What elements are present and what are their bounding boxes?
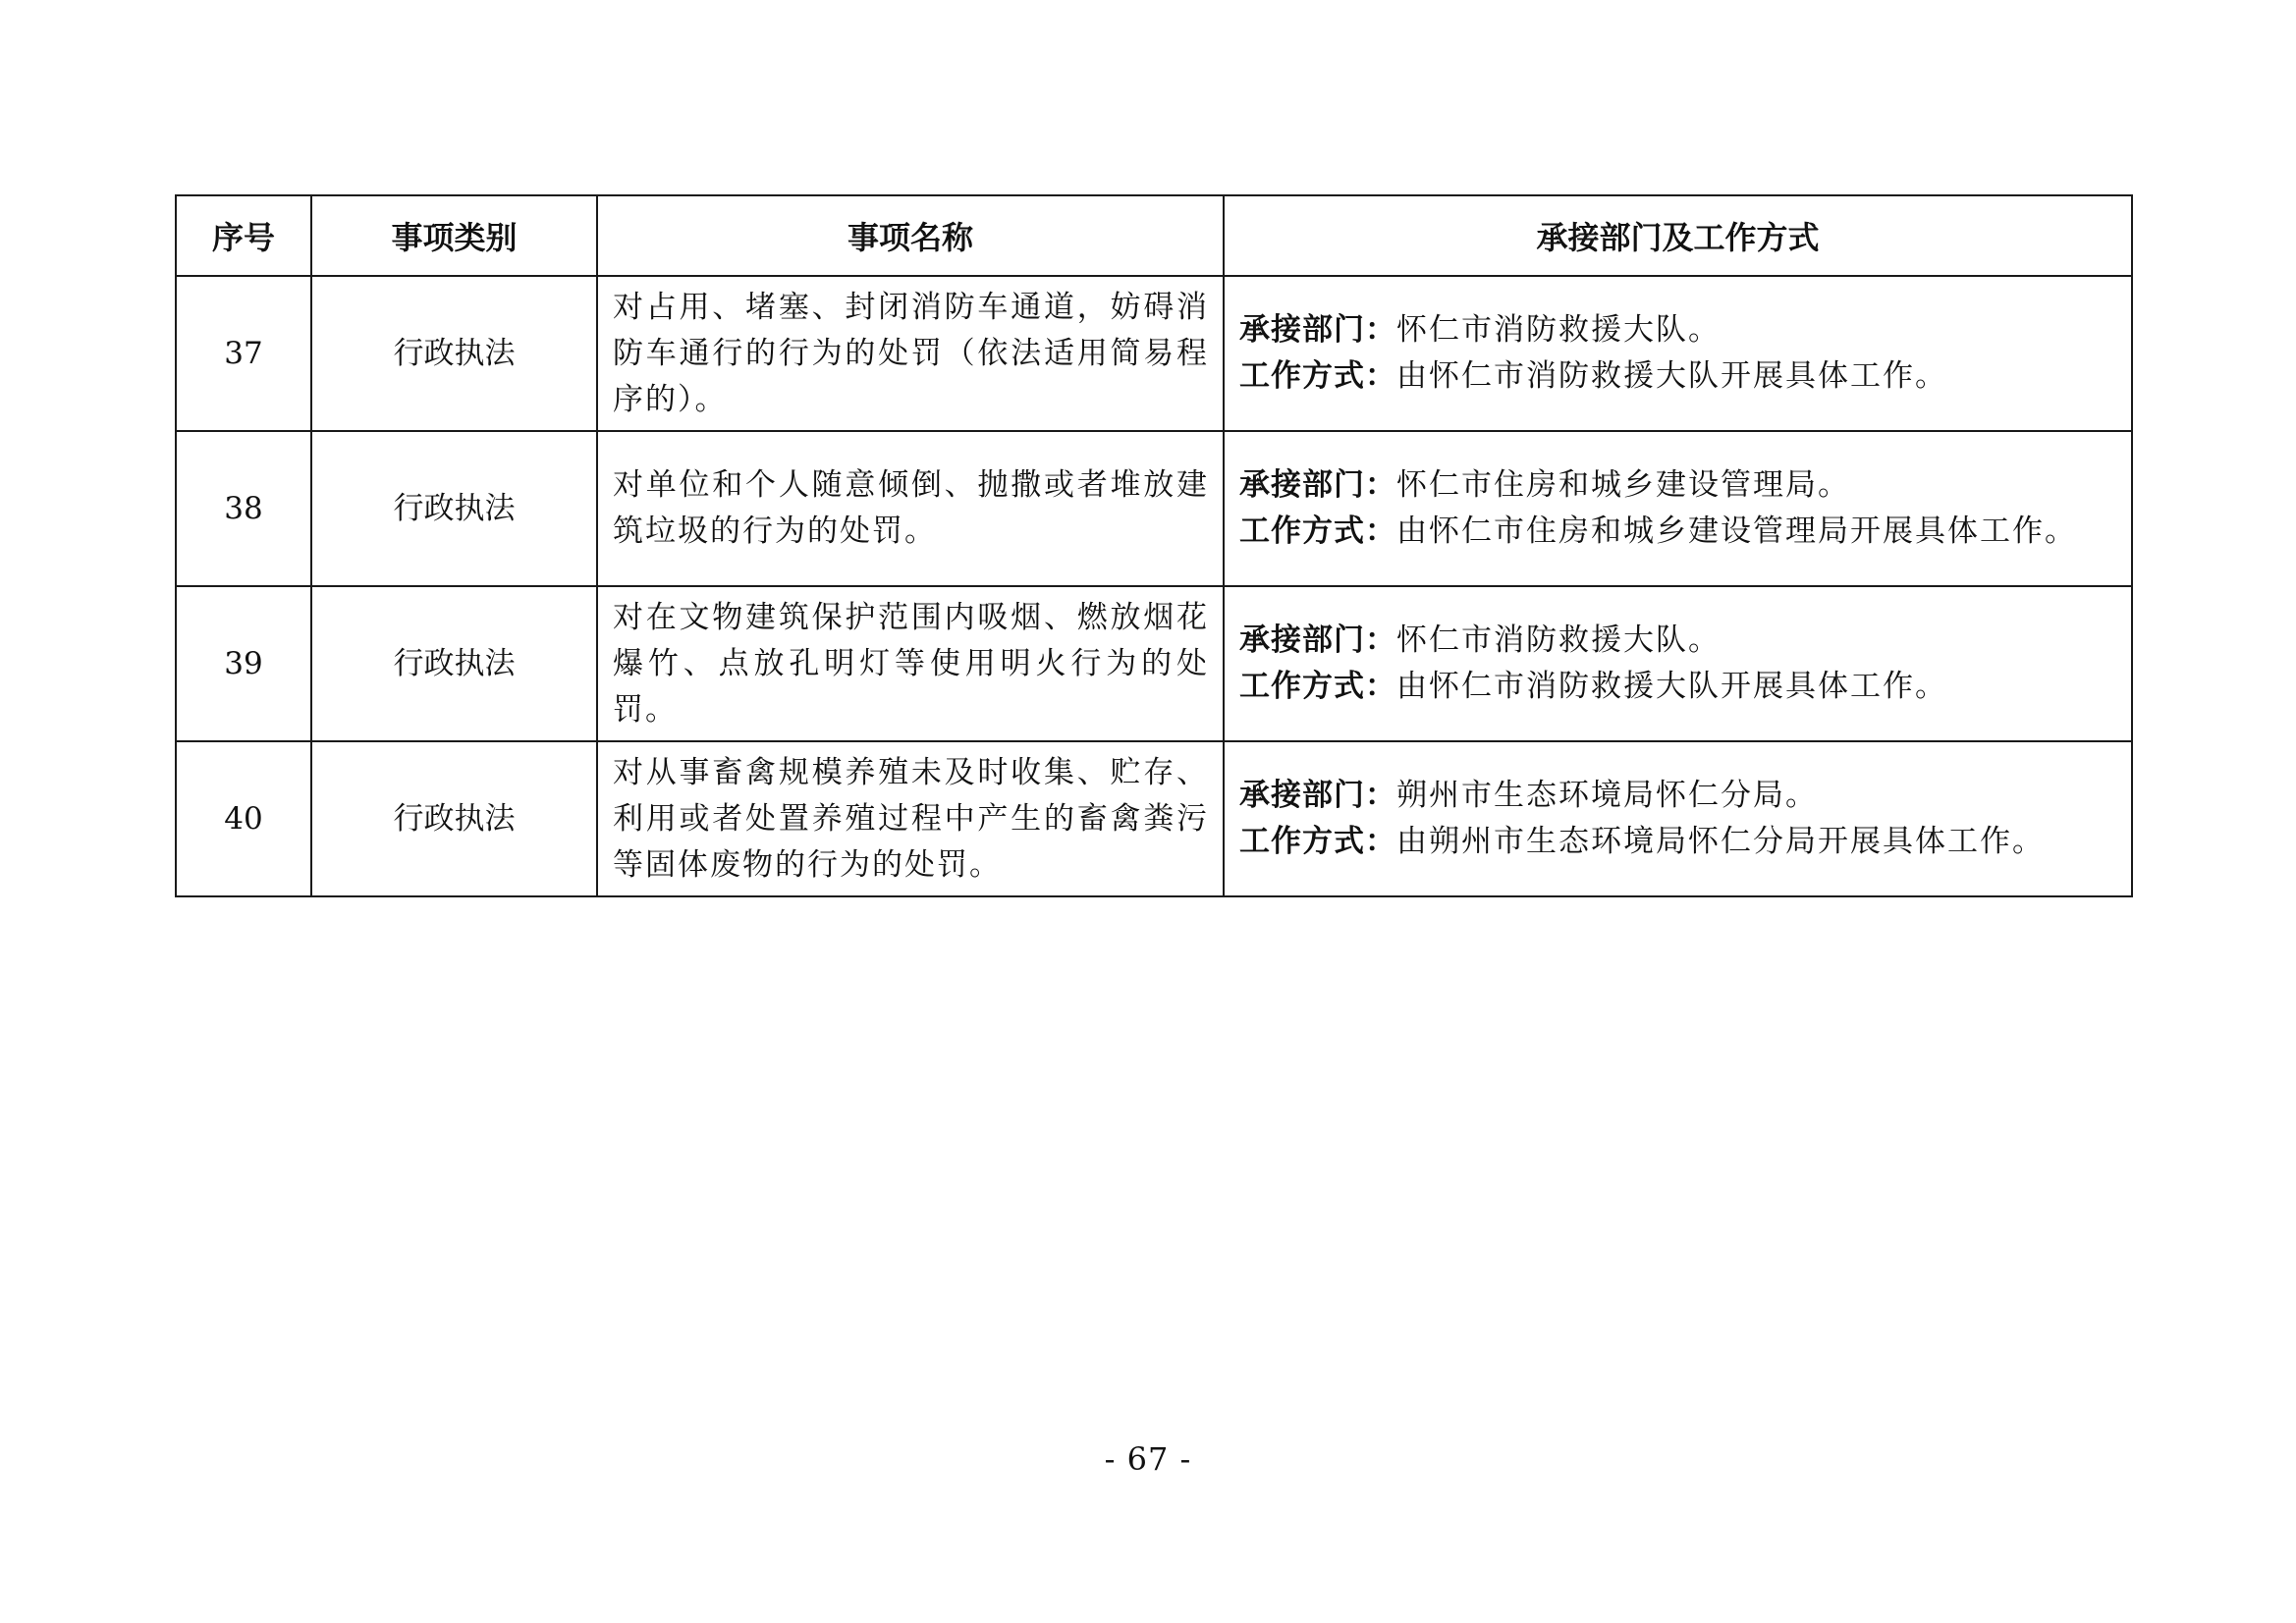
dept-label: 承接部门： [1239,467,1396,503]
table-row [176,586,2132,741]
row-item-name: 对在文物建筑保护范围内吸烟、燃放烟花爆竹、点放孔明灯等使用明火行为的处罚。 [597,586,1224,741]
dept-line [1239,773,2119,819]
method-label: 工作方式： [1239,824,1396,859]
method-label: 工作方式： [1239,514,1396,549]
header-name: 事项名称 [597,195,1224,276]
method-value: 由朔州市生态环境局怀仁分局开展具体工作。 [1396,824,2045,859]
dept-label: 承接部门： [1239,778,1396,813]
row-category: 行政执法 [311,431,597,586]
row-category: 行政执法 [311,276,597,431]
dept-label: 承接部门： [1239,622,1396,658]
row-seq: 38 [176,431,311,586]
row-item-name: 对单位和个人随意倾倒、抛撒或者堆放建筑垃圾的行为的处罚。 [597,431,1224,586]
method-line [1239,353,2119,400]
row-category: 行政执法 [311,741,597,896]
dept-value: 怀仁市住房和城乡建设管理局。 [1396,467,1850,503]
row-seq: 39 [176,586,311,741]
table-header-row [176,195,2132,276]
header-seq: 序号 [176,195,311,276]
table-row [176,741,2132,896]
table-row [176,431,2132,586]
row-item-name: 对占用、堵塞、封闭消防车通道，妨碍消防车通行的行为的处罚（依法适用简易程序的）。 [597,276,1224,431]
method-value: 由怀仁市消防救援大队开展具体工作。 [1396,358,1947,394]
method-line [1239,509,2119,555]
method-line [1239,664,2119,710]
table-row [176,276,2132,431]
row-seq: 40 [176,741,311,896]
row-dept-method [1224,586,2132,741]
row-dept-method [1224,741,2132,896]
dept-line [1239,462,2119,509]
method-label: 工作方式： [1239,669,1396,704]
row-dept-method [1224,276,2132,431]
row-category: 行政执法 [311,586,597,741]
method-line [1239,819,2119,865]
method-value: 由怀仁市住房和城乡建设管理局开展具体工作。 [1396,514,2077,549]
dept-value: 朔州市生态环境局怀仁分局。 [1396,778,1818,813]
method-value: 由怀仁市消防救援大队开展具体工作。 [1396,669,1947,704]
header-category: 事项类别 [311,195,597,276]
header-dept-method: 承接部门及工作方式 [1224,195,2132,276]
row-item-name: 对从事畜禽规模养殖未及时收集、贮存、利用或者处置养殖过程中产生的畜禽粪污等固体废物的行为的处罚。 [597,741,1224,896]
dept-line [1239,307,2119,353]
dept-label: 承接部门： [1239,312,1396,348]
page-number: - 67 - [1104,1440,1192,1478]
dept-value: 怀仁市消防救援大队。 [1396,312,1721,348]
dept-value: 怀仁市消防救援大队。 [1396,622,1721,658]
items-table [175,194,2133,897]
row-dept-method [1224,431,2132,586]
method-label: 工作方式： [1239,358,1396,394]
row-seq: 37 [176,276,311,431]
dept-line [1239,618,2119,664]
